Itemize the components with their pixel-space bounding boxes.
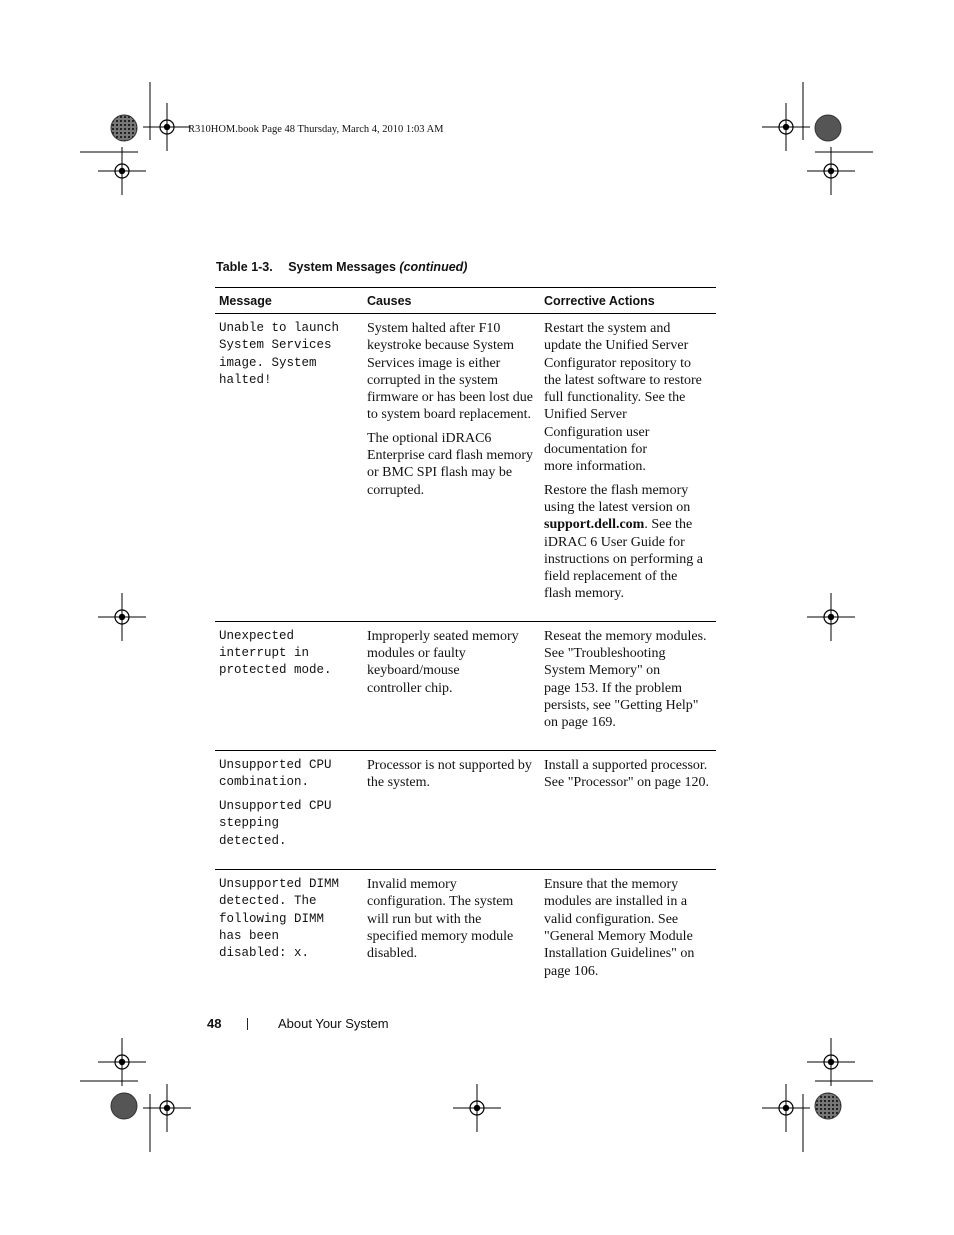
cause-text: Improperly seated memory modules or faulty keyboard/mouse controller chip. — [367, 628, 519, 696]
message-text: Unsupported DIMM detected. The following DIMM has been disabled: x. — [219, 877, 340, 961]
footer-divider — [247, 1018, 248, 1030]
column-header-corrective-actions: Corrective Actions — [544, 293, 655, 308]
message-text: Unexpected interrupt in protected mode. — [219, 628, 332, 678]
message-text: Unable to launch System Services image. System halted! — [219, 321, 340, 387]
actions-cell — [540, 757, 716, 857]
causes-cell — [363, 628, 540, 738]
page-number: 48 — [207, 1016, 222, 1031]
table-title: System Messages — [288, 260, 396, 274]
cause-text: Invalid memory configuration. The system will run but with the specified memory module disabled. — [367, 877, 514, 962]
cause-text: Processor is not supported by the system. — [367, 757, 532, 790]
message-cell — [215, 757, 363, 857]
message-cell — [215, 320, 363, 609]
table-row — [215, 869, 716, 998]
table-row — [215, 750, 716, 869]
cause-text: System halted after F10 keystroke because System Services image is either corrupted in the system firmware or has been lost due to system board replacement. — [367, 321, 533, 423]
table-number: Table 1-3. — [216, 260, 273, 274]
table-caption — [216, 260, 467, 274]
action-text-before: Restore the flash memory using the latest version on — [544, 482, 691, 515]
action-text-after: . See the iDRAC 6 User Guide for instructions on performing a field replacement of the flash memory. — [544, 517, 704, 602]
table-row — [215, 313, 716, 621]
table-header-row — [215, 287, 716, 313]
action-text: Install a supported processor. See "Processor" on page 120. — [544, 757, 710, 790]
actions-cell — [540, 876, 716, 986]
system-messages-table — [215, 287, 716, 998]
action-text-with-link — [544, 482, 712, 603]
causes-cell — [363, 876, 540, 986]
section-title: About Your System — [278, 1016, 389, 1031]
causes-cell — [363, 320, 540, 609]
actions-cell — [540, 628, 716, 738]
table-continued: (continued) — [399, 260, 468, 274]
action-text: Restart the system and update the Unified Server Configurator repository to the latest software to restore full functionality. See the Unified Server Configuration user documentation for more information. — [544, 321, 702, 475]
print-header: R310HOM.book Page 48 Thursday, March 4, 2010 1:03 AM — [188, 124, 444, 135]
message-cell — [215, 628, 363, 738]
actions-cell — [540, 320, 716, 609]
message-cell — [215, 876, 363, 986]
support-link[interactable]: support.dell.com — [544, 517, 645, 533]
message-text: Unsupported CPU combination. — [219, 757, 332, 789]
column-header-causes: Causes — [367, 293, 412, 308]
action-text: Reseat the memory modules. See "Troubleshooting System Memory" on page 153. If the problem persists, see "Getting Help" on page 169. — [544, 628, 707, 731]
column-header-message: Message — [219, 293, 272, 308]
causes-cell — [363, 757, 540, 857]
message-text: Unsupported CPU stepping detected. — [219, 799, 332, 848]
action-text: Ensure that the memory modules are installed in a valid configuration. See "General Memory Module Installation Guidelines" on page 106. — [544, 877, 695, 979]
table-row — [215, 621, 716, 750]
cause-text: The optional iDRAC6 Enterprise card flash memory or BMC SPI flash may be corrupted. — [367, 430, 533, 498]
